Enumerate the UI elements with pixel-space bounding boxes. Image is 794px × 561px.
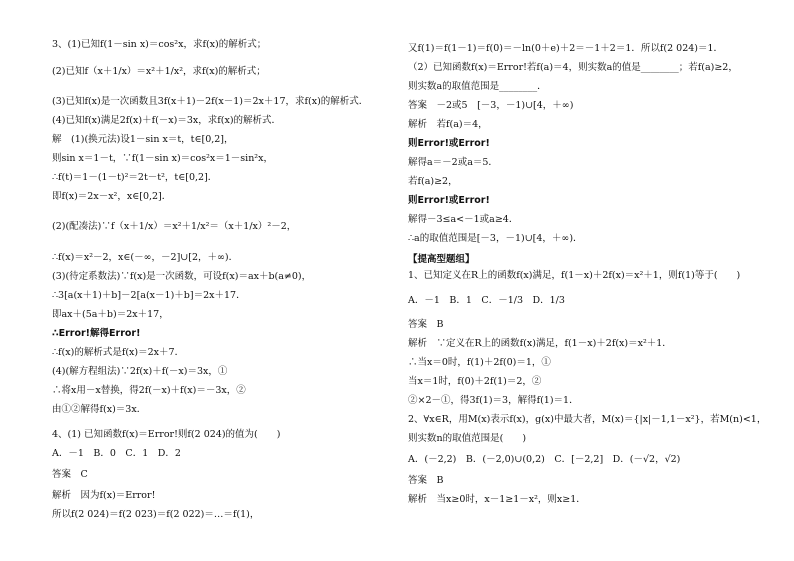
problem-4-part-2-cont: 则实数a的取值范围是________． xyxy=(408,81,547,92)
part-2-analysis-2: 则Error!或Error! xyxy=(408,138,490,149)
part-2-analysis-3: 解得a＝－2或a＝5． xyxy=(408,157,498,168)
problem-3-part-2: (2)已知f（x＋1/x）＝x²＋1/x²，求f(x)的解析式； xyxy=(52,66,266,77)
part-2-answer: 答案 －2或5 [－3，－1)∪[4，＋∞) xyxy=(408,100,574,111)
solution-3-intro: (3)(待定系数法)∵f(x)是一次函数，可设f(x)＝ax＋b(a≠0)， xyxy=(52,271,312,282)
part-2-analysis-1: 解析 若f(a)＝4， xyxy=(408,119,488,130)
problem-4-part-2: （2）已知函数f(x)＝Error!若f(a)＝4，则实数a的值是________；若f(a)≥2， xyxy=(408,62,738,73)
advanced-problem-2: 2、∀x∈R，用M(x)表示f(x)，g(x)中最大者，M(x)＝{|x|－1,1－x²}，若M(n)<1， xyxy=(408,414,767,425)
solution-4-step-1: (4)(解方程组法)∵2f(x)＋f(－x)＝3x，① xyxy=(52,366,228,377)
advanced-1-options: A．－1 B．1 C．－1/3 D．1/3 xyxy=(408,295,565,306)
problem-4-answer: 答案 C xyxy=(52,469,88,480)
solution-1-step: 则sin x＝1－t，∵f(1－sin x)＝cos²x＝1－sin²x， xyxy=(52,153,273,164)
advanced-problem-1: 1、已知定义在R上的函数f(x)满足，f(1－x)＋2f(x)＝x²＋1，则f(1)等于( ) xyxy=(408,270,741,281)
problem-3-stem: 3、(1)已知f(1－sin x)＝cos²x，求f(x)的解析式； xyxy=(52,39,267,50)
section-heading: 【提高型题组】 xyxy=(408,254,475,265)
advanced-1-analysis-1: 解析 ∵定义在R上的函数f(x)满足，f(1－x)＋2f(x)＝x²＋1． xyxy=(408,338,672,349)
part-2-analysis-7: ∴a的取值范围是[－3，－1)∪[4，＋∞)． xyxy=(408,233,583,244)
advanced-problem-2-cont: 则实数n的取值范围是( ) xyxy=(408,433,527,444)
problem-3-part-4: (4)已知f(x)满足2f(x)＋f(－x)＝3x，求f(x)的解析式． xyxy=(52,115,282,126)
solution-1-answer: 即f(x)＝2x－x²，x∈[0,2]． xyxy=(52,191,172,202)
solution-1-intro: 解 (1)(换元法)设1－sin x＝t，t∈[0,2]， xyxy=(52,134,234,145)
solution-3-step-1: ∴3[a(x＋1)＋b]－2[a(x－1)＋b]＝2x＋17． xyxy=(52,290,246,301)
problem-4-analysis-2: 所以f(2 024)＝f(2 023)＝f(2 022)＝…＝f(1)， xyxy=(52,509,260,520)
advanced-1-answer: 答案 B xyxy=(408,319,444,330)
solution-4-answer: 由①②解得f(x)＝3x． xyxy=(52,404,147,415)
problem-3-part-3: (3)已知f(x)是一次函数且3f(x＋1)－2f(x－1)＝2x＋17，求f(x)的解析式． xyxy=(52,96,369,107)
problem-4-options: A．－1 B．0 C．1 D．2 xyxy=(52,448,181,459)
solution-2-step: (2)(配凑法)∵f（x＋1/x）＝x²＋1/x²＝（x＋1/x）²－2， xyxy=(52,221,297,232)
part-2-analysis-5: 则Error!或Error! xyxy=(408,195,490,206)
problem-4-analysis-1: 解析 因为f(x)＝Error! xyxy=(52,490,156,501)
advanced-1-analysis-3: 当x＝1时，f(0)＋2f(1)＝2，② xyxy=(408,376,542,387)
solution-3-step-2: 即ax＋(5a＋b)＝2x＋17， xyxy=(52,309,169,320)
advanced-1-analysis-2: ∴当x＝0时，f(1)＋2f(0)＝1，① xyxy=(408,357,551,368)
advanced-2-analysis: 解析 当x≥0时，x－1≥1－x²，则x≥1． xyxy=(408,494,586,505)
problem-4-analysis-3: 又f(1)＝f(1－1)＝f(0)＝－ln(0＋e)＋2＝－1＋2＝1．所以f(2 024)＝1． xyxy=(408,43,724,54)
part-2-analysis-6: 解得－3≤a<－1或a≥4． xyxy=(408,214,519,225)
solution-3-step-3: ∴Error!解得Error! xyxy=(52,328,141,339)
advanced-2-options: A．(－2,2) B．(－2,0)∪(0,2) C．[－2,2] D．(－√2，√2) xyxy=(408,454,681,465)
solution-3-answer: ∴f(x)的解析式是f(x)＝2x＋7． xyxy=(52,347,185,358)
advanced-2-answer: 答案 B xyxy=(408,475,444,486)
solution-4-step-2: ∴将x用－x替换，得2f(－x)＋f(x)＝－3x，② xyxy=(52,385,246,396)
part-2-analysis-4: 若f(a)≥2， xyxy=(408,176,458,187)
solution-1-result: ∴f(t)＝1－(1－t)²＝2t－t²，t∈[0,2]． xyxy=(52,172,218,183)
solution-2-answer: ∴f(x)＝x²－2，x∈(－∞，－2]∪[2，＋∞)． xyxy=(52,252,239,263)
problem-4-stem: 4、(1) 已知函数f(x)＝Error!则f(2 024)的值为( ) xyxy=(52,429,281,440)
advanced-1-analysis-4: ②×2－①，得3f(1)＝3，解得f(1)＝1． xyxy=(408,395,579,406)
